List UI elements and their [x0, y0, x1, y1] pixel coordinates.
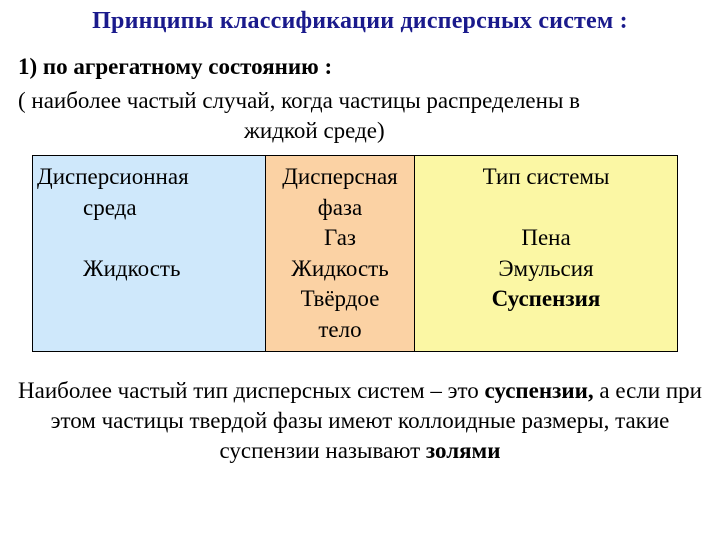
col2-value-solid-line-1: Твёрдое — [300, 286, 380, 311]
note-line-1: ( наиболее частый случай, когда частицы распределены в — [18, 88, 581, 113]
summary-part-2: а если при этом частицы твердой фазы имеют коллоидные размеры, такие суспензии называют — [50, 378, 702, 463]
col3-value-emulsion: Эмульсия — [498, 255, 594, 281]
col1-spacer — [37, 223, 265, 254]
section-heading: 1) по агрегатному состоянию : — [18, 54, 333, 79]
classification-table — [32, 155, 678, 352]
column-dispersion-medium — [33, 156, 266, 351]
summary-bold-suspensions: суспензии, — [484, 378, 594, 403]
col3-spacer — [415, 193, 677, 224]
summary-part-1: Наиболее частый тип дисперсных систем – это — [18, 378, 485, 403]
col1-header-line-2: среда — [83, 194, 137, 220]
col2-value-liquid: Жидкость — [291, 255, 389, 281]
col3-value-foam: Пена — [521, 225, 571, 250]
summary-bold-sols: золями — [425, 438, 501, 463]
col1-header-line-1: Дисперсионная — [37, 164, 189, 189]
summary-paragraph — [8, 376, 712, 466]
col3-value-suspension: Суспензия — [491, 286, 601, 311]
col2-value-solid-line-2: тело — [318, 316, 362, 342]
col2-value-gas: Газ — [323, 225, 357, 250]
col2-header-line-2: фаза — [317, 194, 363, 220]
col2-header-line-1: Дисперсная — [282, 164, 398, 189]
col3-header: Тип системы — [482, 164, 610, 189]
column-dispersed-phase — [266, 156, 415, 351]
note-line-2: жидкой среде) — [244, 118, 385, 143]
column-system-type — [415, 156, 677, 351]
col1-value: Жидкость — [83, 255, 181, 281]
slide-title: Принципы классификации дисперсных систем : — [92, 8, 628, 34]
section-note — [18, 86, 678, 146]
